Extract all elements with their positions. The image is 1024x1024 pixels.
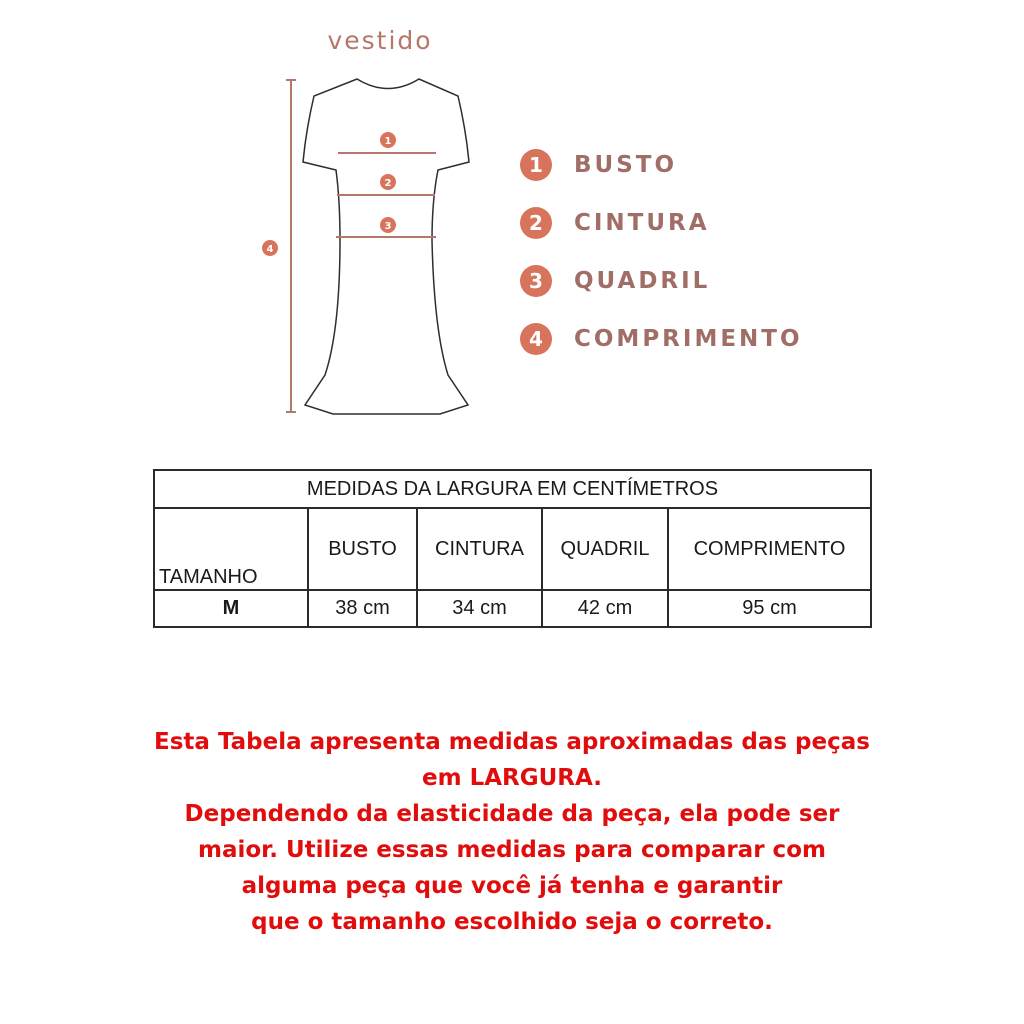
comprimento-value: 95 cm — [668, 590, 871, 627]
note-line: que o tamanho escolhido seja o correto. — [251, 909, 773, 935]
note-line: em LARGURA. — [422, 765, 602, 791]
column-header-busto: BUSTO — [308, 508, 417, 590]
legend-number: 2 — [520, 207, 552, 239]
legend-item-quadril — [520, 261, 710, 301]
disclaimer-note — [80, 724, 944, 940]
busto-value: 38 cm — [308, 590, 417, 627]
legend-label: QUADRIL — [574, 268, 711, 294]
diagram-title: vestido — [327, 26, 433, 55]
marker-waist — [380, 174, 396, 190]
table-header-row — [154, 508, 871, 590]
legend-number: 1 — [520, 149, 552, 181]
note-line: maior. Utilize essas medidas para comparar com — [198, 837, 826, 863]
legend-label: BUSTO — [574, 152, 678, 178]
cintura-value: 34 cm — [417, 590, 542, 627]
column-header-quadril: QUADRIL — [542, 508, 668, 590]
marker-length — [262, 240, 278, 256]
quadril-value: 42 cm — [542, 590, 668, 627]
svg-text:2: 2 — [384, 178, 392, 189]
marker-hip — [380, 217, 396, 233]
legend-item-comprimento — [520, 319, 803, 359]
column-header-comprimento: COMPRIMENTO — [668, 508, 871, 590]
size-value: M — [154, 590, 308, 627]
svg-text:3: 3 — [384, 221, 392, 232]
legend-item-busto — [520, 145, 677, 185]
dress-diagram — [0, 0, 520, 440]
size-column-header: TAMANHO — [154, 508, 308, 590]
legend-label: CINTURA — [574, 210, 710, 236]
note-line: Esta Tabela apresenta medidas aproximadas das peças — [154, 729, 870, 755]
column-header-cintura: CINTURA — [417, 508, 542, 590]
table-caption: MEDIDAS DA LARGURA EM CENTÍMETROS — [154, 470, 871, 508]
legend-item-cintura — [520, 203, 710, 243]
legend-number: 3 — [520, 265, 552, 297]
dress-outline — [303, 79, 469, 414]
note-line: alguma peça que você já tenha e garantir — [241, 873, 783, 899]
marker-bust — [380, 132, 396, 148]
svg-text:1: 1 — [384, 136, 392, 147]
note-line: Dependendo da elasticidade da peça, ela pode ser — [184, 801, 840, 827]
table-row — [154, 590, 871, 627]
legend-number: 4 — [520, 323, 552, 355]
svg-text:4: 4 — [266, 244, 274, 255]
size-table — [153, 469, 872, 628]
legend-label: COMPRIMENTO — [574, 326, 803, 352]
